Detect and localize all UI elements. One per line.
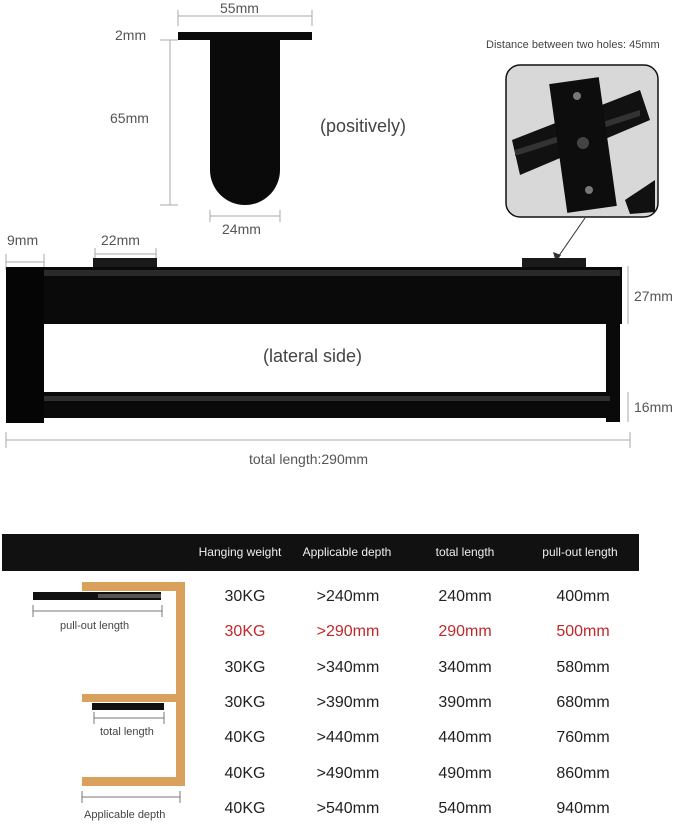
mount-plate-photo — [506, 65, 658, 217]
table-cell: >490mm — [316, 764, 380, 782]
table-cell: 940mm — [556, 799, 610, 817]
bottom-rail-height-label: 16mm — [634, 399, 673, 415]
table-cell: 580mm — [556, 658, 610, 676]
top-rail-height-label: 27mm — [634, 288, 673, 304]
install-diagram — [33, 582, 185, 803]
table-cell: 760mm — [556, 729, 610, 747]
table-cell: >340mm — [316, 658, 380, 676]
table-cell: 240mm — [438, 588, 492, 605]
header-hanging-weight: Hanging weight — [198, 545, 282, 559]
table-cell: 30KG — [224, 623, 266, 641]
table-cell: 40KG — [224, 764, 266, 782]
header-pullout-length: pull-out length — [542, 545, 618, 559]
table-cell: 500mm — [556, 623, 610, 641]
plate-width-label: 22mm — [101, 232, 140, 248]
left-width-label: 9mm — [7, 232, 39, 248]
total-length-label: total length:290mm — [249, 451, 369, 467]
positively-caption: (positively) — [320, 116, 407, 136]
table-cell: 30KG — [224, 658, 266, 676]
install-total-length-label: total length — [100, 726, 154, 738]
table-cell: 400mm — [556, 588, 610, 605]
table-cell: 860mm — [556, 764, 610, 782]
table-cell: 680mm — [556, 693, 610, 711]
pullout-length-label: pull-out length — [60, 620, 130, 632]
table-cell: 40KG — [224, 729, 266, 747]
table-cell: 390mm — [438, 693, 492, 711]
table-cell: >390mm — [316, 693, 380, 711]
height-label: 65mm — [110, 110, 149, 126]
holes-note: Distance between two holes: 45mm — [486, 39, 660, 51]
header-total-length: total length — [435, 545, 495, 559]
header-applicable-depth: Applicable depth — [302, 545, 392, 559]
table-cell: >240mm — [316, 588, 380, 605]
table-cell: 30KG — [224, 588, 266, 605]
thickness-label: 2mm — [115, 27, 147, 43]
bottom-width-label: 24mm — [222, 221, 261, 237]
table-cell: 30KG — [224, 693, 266, 711]
table-cell: 340mm — [438, 658, 492, 676]
table-cell: >290mm — [316, 623, 380, 641]
table-cell: >440mm — [316, 729, 380, 747]
table-cell: 440mm — [438, 729, 492, 747]
table-cell: >540mm — [316, 799, 380, 817]
rack-side-view — [6, 258, 622, 423]
table-cell: 540mm — [438, 799, 492, 817]
table-cell: 290mm — [438, 623, 492, 641]
applicable-depth-label: Applicable depth — [84, 809, 166, 821]
bracket-profile — [178, 32, 312, 205]
table-cell: 490mm — [438, 764, 492, 782]
lateral-caption: (lateral side) — [263, 346, 363, 366]
table-cell: 40KG — [224, 799, 266, 817]
width-label: 55mm — [220, 0, 259, 16]
